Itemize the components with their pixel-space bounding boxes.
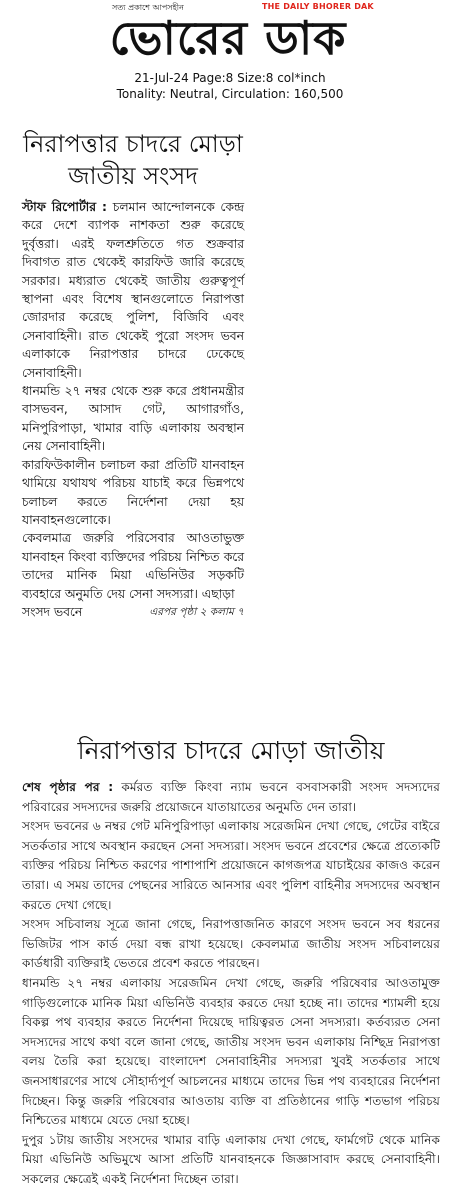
- clipping-tonality: Tonality: Neutral, Circulation: 160,500: [116, 87, 344, 101]
- continuation-paragraph: সংসদ ভবনের ৬ নম্বর গেট মনিপুরিপাড়া এলাকায় সরেজমিন দেখা গেছে, গেটের বাইরে সতর্কতার সাথে অবস্থান করছেন সেনা সদস্যরা। সংসদ ভবনে প্রবেশের ক্ষেত্রে প্রত্যেকটি ব্যক্তির পরিচয় নিশ্চিত করণের পাশাপাশি প্রয়োজনে কাগজপত্র যাচাইয়ের কাজও করেন তারা। এ সময় তাদের পেছনের সারিতে আনসার এবং পুলিশ বাহিনীর সদস্যদের অবস্থান করতে দেখা গেছে।: [22, 819, 440, 912]
- continuation-headline: নিরাপত্তার চাদরে মোড়া জাতীয়: [77, 736, 385, 765]
- newspaper-logo: ভোরের ডাক: [109, 11, 347, 65]
- article-body: [22, 198, 244, 621]
- masthead-slogan: সত্য প্রকাশে আপসহীন: [112, 3, 184, 12]
- article-front: [22, 128, 244, 621]
- masthead: [0, 0, 460, 112]
- clipping-date-size: 21-Jul-24 Page:8 Size:8 col*inch: [134, 71, 326, 85]
- article-paragraph: কেবলমাত্র জরুরি পরিসেবার আওতাভুক্ত যানবাহন কিংবা ব্যক্তিদের পরিচয় নিশ্চিত করে তাদের মানিক মিয়া এভিনিউর সড়কটি ব্যবহারে অনুমতি দেয় সেনা সদস্যরা। এছাড়া: [22, 531, 244, 601]
- continuation-paragraph: সংসদ সচিবালয় সূত্রে জানা গেছে, নিরাপত্তাজনিত কারণে সংসদ ভবনে সব ধরনের ভিজিটর পাস কার্ড দেয়া বন্ধ রাখা হয়েছে। কেবলমাত্র জাতীয় সংসদ সচিবালয়ের কার্ডধারী ব্যক্তিরাই ভেতরে প্রবেশ করতে পারছেন।: [22, 917, 440, 971]
- continuation-paragraph: দুপুর ১টায় জাতীয় সংসদের খামার বাড়ি এলাকায় দেখা গেছে, ফার্মগেট থেকে মানিক মিয়া এভিনিউ অভিমুখে আসা প্রতিটি যানবাহনকে জিজ্ঞাসাবাদ করছে সেনাবাহিনী। সকলের ক্ষেত্রেই একই নির্দেশনা দিচ্ছেন তারা।: [22, 1132, 440, 1186]
- article-paragraph: স্টাফ রিপোর্টার : চলমান আন্দোলনকে কেন্দ্র করে দেশে ব্যাপক নাশকতা শুরু করেছে দুর্বৃত্তরা। এরই ফলশ্রুতিতে গত শুক্রবার দিবাগত রাত থেকেই কারফিউ জারি করেছে সরকার। মধ্যরাত থেকেই জাতীয় গুরুত্বপূর্ণ স্থাপনা এবং বিশেষ স্থানগুলোতে নিরাপত্তা জোরদার করেছে পুলিশ, বিজিবি এবং সেনাবাহিনী। রাত থেকেই পুরো সংসদ ভবন এলাকাকে নিরাপত্তার চাদরে ঢেকেছে সেনাবাহিনী।: [22, 200, 244, 380]
- clipping-meta: [0, 70, 460, 102]
- article-headline: নিরাপত্তার চাদরে মোড়া জাতীয় সংসদ: [23, 130, 243, 190]
- jump-note: এরপর পৃষ্ঠা ২ কলাম ৭: [149, 605, 244, 618]
- continued-label: শেষ পৃষ্ঠার পর :: [22, 780, 114, 794]
- continuation-body: [22, 778, 440, 1189]
- jump-line: [22, 603, 244, 621]
- byline: স্টাফ রিপোর্টার :: [22, 200, 107, 214]
- article-last-line: সংসদ ভবনে: [22, 604, 83, 619]
- article-paragraph: কারফিউকালীন চলাচল করা প্রতিটি যানবাহন থামিয়ে যথাযথ পরিচয় যাচাই করে ভিন্নপথে চলাচল করতে নির্দেশনা দেয়া হয় যানবাহনগুলোকে।: [22, 457, 244, 527]
- continuation-paragraph: ধানমন্ডি ২৭ নম্বর এলাকায় সরেজমিন দেখা গেছে, জরুরি পরিষেবার আওতামুক্ত গাড়িগুলোকে মানিক মিয়া এভিনিউ ব্যবহার করতে দেয়া হচ্ছে না। তাদের শ্যামলী হয়ে বিকল্প পথ ব্যবহার করতে নির্দেশনা দিয়েছে দায়িত্বরত সেনা সদস্যরা। কর্তব্যরত সেনা সদস্যদের সাথে কথা বলে জানা গেছে, জাতীয় সংসদ ভবন এলাকায় নিশ্ছিদ্র নিরাপত্তা বলয় তৈরি করা হয়েছে। বাংলাদেশ সেনাবাহিনীর সদস্যরা খুবই সতর্কতার সাথে জনসাধারণের সাথে সৌহার্দ্যপূর্ণ আচলনের মাধ্যমে তাদের ভিন্ন পথ ব্যবহারের নির্দেশনা দিচ্ছেন। কিন্তু জরুরি পরিষেবার আওতায় ব্যক্তি বা প্রতিষ্ঠানের গাড়ি শতভাগ পরিচয় নিশ্চিতের মাধ্যমে যেতে দেয়া হচ্ছে।: [22, 975, 440, 1128]
- article-paragraph: ধানমন্ডি ২৭ নম্বর থেকে শুরু করে প্রধানমন্ত্রীর বাসভবন, আসাদ গেট, আগারগাঁও, মনিপুরিপাড়া, খামার বাড়ি এলাকায় অবস্থান নেয় সেনাবাহিনী।: [22, 384, 244, 454]
- article-continuation: [22, 734, 440, 1189]
- masthead-english-name: THE DAILY BHORER DAK: [262, 2, 374, 11]
- continuation-paragraph: শেষ পৃষ্ঠার পর : কর্মরত ব্যক্তি কিংবা ন্যাম ভবনে বসবাসকারী সংসদ সদস্যদের পরিবারের সদস্যদের জরুরি প্রয়োজনে যাতায়াতের অনুমতি দেন তারা।: [22, 780, 441, 814]
